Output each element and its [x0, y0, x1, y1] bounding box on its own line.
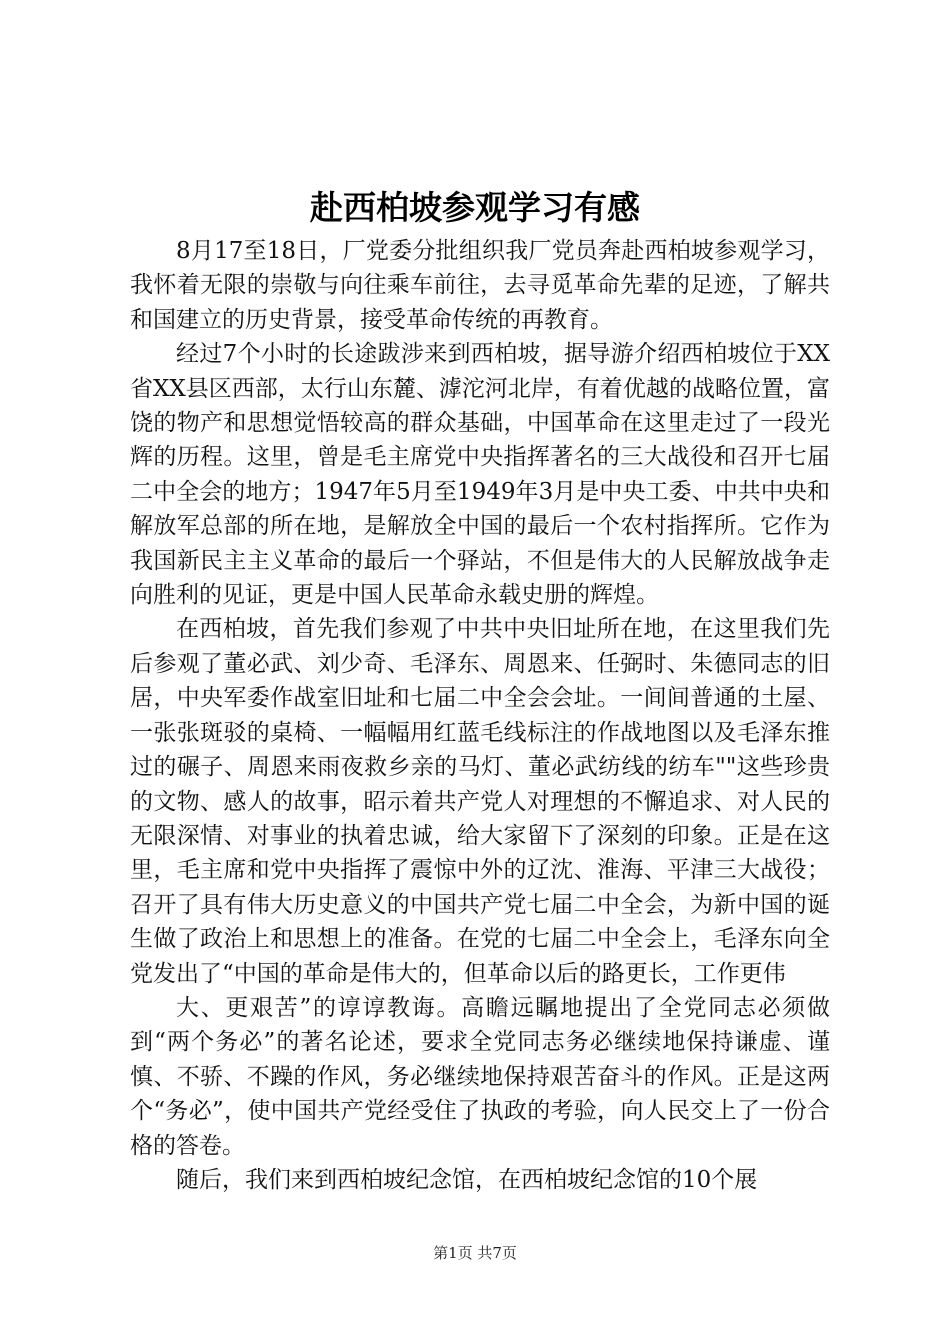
document-body [130, 234, 830, 1197]
page-footer: 第1页 共7页 [433, 1244, 517, 1262]
paragraph: 8月17至18日，厂党委分批组织我厂党员奔赴西柏坡参观学习，我怀着无限的崇敬与向往乘车前往，去寻觅革命先辈的足迹，了解共和国建立的历史背景，接受革命传统的再教育。 [130, 238, 830, 333]
paragraph: 经过7个小时的长途跋涉来到西柏坡，据导游介绍西柏坡位于XX省XX县区西部，太行山东麓、滹沱河北岸，有着优越的战略位置，富饶的物产和思想觉悟较高的群众基础，中国革命在这里走过了一段光辉的历程。这里，曾是毛主席党中央指挥著名的三大战役和召开七届二中全会的地方；1947年5月至1949年3月是中央工委、中共中央和解放军总部的所在地，是解放全中国的最后一个农村指挥所。它作为我国新民主主义革命的最后一个驿站，不但是伟大的人民解放战争走向胜利的见证，更是中国人民革命永载史册的辉煌。 [130, 341, 830, 609]
paragraph: 大、更艰苦”的谆谆教诲。高瞻远瞩地提出了全党同志必须做到“两个务必”的著名论述，要求全党同志务必继续地保持谦虚、谨慎、不骄、不躁的作风，务必继续地保持艰苦奋斗的作风。正是这两个“务必”，使中国共产党经受住了执政的考验，向人民交上了一份合格的答卷。 [130, 994, 830, 1159]
paragraph: 随后，我们来到西柏坡纪念馆，在西柏坡纪念馆的10个展 [176, 1166, 758, 1193]
paragraph: 在西柏坡，首先我们参观了中共中央旧址所在地，在这里我们先后参观了董必武、刘少奇、毛泽东、周恩来、任弼时、朱德同志的旧居，中央军委作战室旧址和七届二中全会会址。一间间普通的土屋、一张张斑驳的桌椅、一幅幅用红蓝毛线标注的作战地图以及毛泽东推过的碾子、周恩来雨夜救乡亲的马灯、董必武纺线的纺车""这些珍贵的文物、感人的故事，昭示着共产党人对理想的不懈追求、对人民的无限深情、对事业的执着忠诚，给大家留下了深刻的印象。正是在这里，毛主席和党中央指挥了震惊中外的辽沈、淮海、平津三大战役；召开了具有伟大历史意义的中国共产党七届二中全会，为新中国的诞生做了政治上和思想上的准备。在党的七届二中全会上，毛泽东向全党发出了“中国的革命是伟大的，但革命以后的路更长，工作更伟 [130, 616, 830, 987]
document-title: 赴西柏坡参观学习有感 [310, 188, 640, 227]
